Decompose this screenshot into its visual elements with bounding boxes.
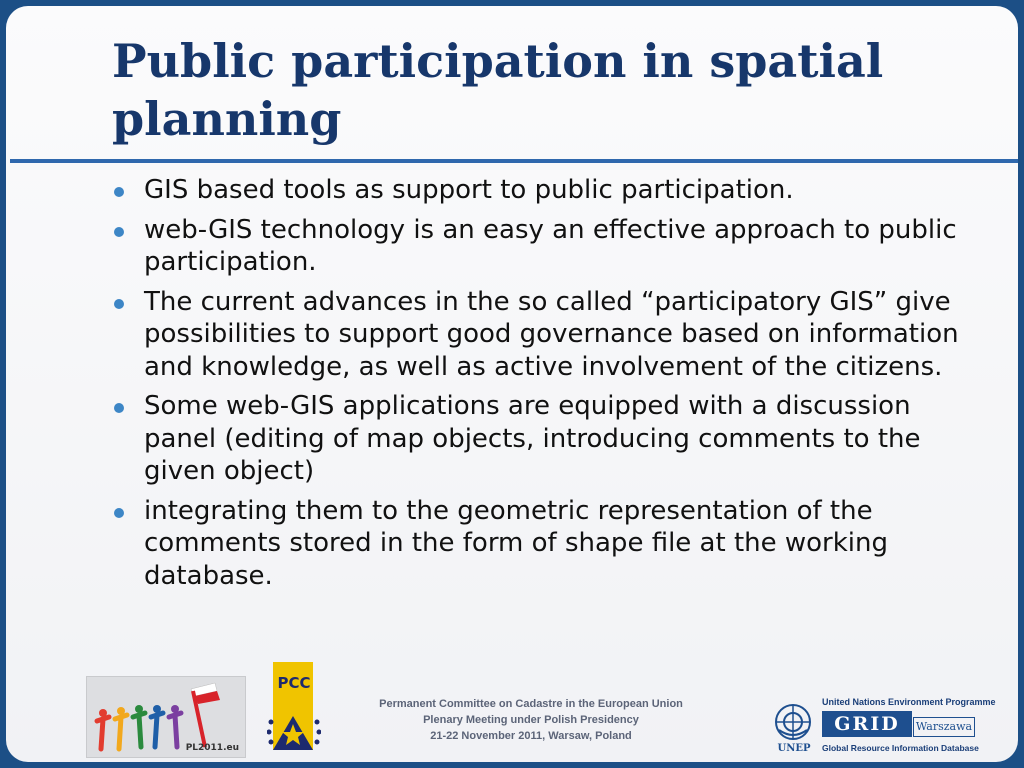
- footer-caption: [336, 696, 726, 744]
- unep-grid-logo: [769, 697, 996, 758]
- slide-title: Public participation in spatial planning: [112, 34, 884, 146]
- bullet-dot-icon: [114, 299, 124, 309]
- footer-line-3: 21-22 November 2011, Warsaw, Poland: [430, 730, 632, 742]
- bullet-text: The current advances in the so called “participatory GIS” give possibilities to support good governance based on information and knowledge, as well as active involvement of the citizens.: [144, 286, 959, 382]
- grid-logo-top-line: United Nations Environment Programme: [822, 697, 996, 707]
- footer-line-2: Plenary Meeting under Polish Presidency: [423, 714, 639, 726]
- bullet-item: [110, 286, 980, 384]
- bullet-item: [110, 390, 980, 488]
- footer-line-1: Permanent Committee on Cadastre in the European Union: [379, 698, 683, 710]
- grid-logo-bottom-line: Global Resource Information Database: [822, 743, 979, 753]
- unep-emblem-icon: [773, 702, 813, 742]
- bullet-text: integrating them to the geometric representation of the comments stored in the form of shape file at the working database.: [144, 495, 889, 591]
- bullet-text: web-GIS technology is an easy an effective approach to public participation.: [144, 214, 957, 277]
- unep-label: UNEP: [777, 743, 811, 754]
- bullet-dot-icon: [114, 227, 124, 237]
- bullet-dot-icon: [114, 403, 124, 413]
- pcc-logo-text: PCC: [277, 674, 311, 692]
- bullet-dot-icon: [114, 187, 124, 197]
- slide: [6, 6, 1018, 762]
- pcc-logo: [267, 662, 321, 752]
- bullet-text: GIS based tools as support to public participation.: [144, 175, 794, 205]
- grid-logo-city: Warszawa: [913, 717, 975, 737]
- bullet-text: Some web-GIS applications are equipped with a discussion panel (editing of map objects, introducing comments to the given object): [144, 391, 921, 486]
- bullet-list: [110, 174, 980, 599]
- title-divider: [10, 159, 1018, 163]
- bullet-item: [110, 214, 980, 279]
- bullet-dot-icon: [114, 508, 124, 518]
- presidency-logo-text: PL2011.eu: [185, 743, 239, 753]
- bullet-item: [110, 174, 980, 207]
- grid-logo-box: GRID: [822, 711, 912, 737]
- polish-presidency-logo: [86, 676, 246, 758]
- bullet-item: [110, 495, 980, 593]
